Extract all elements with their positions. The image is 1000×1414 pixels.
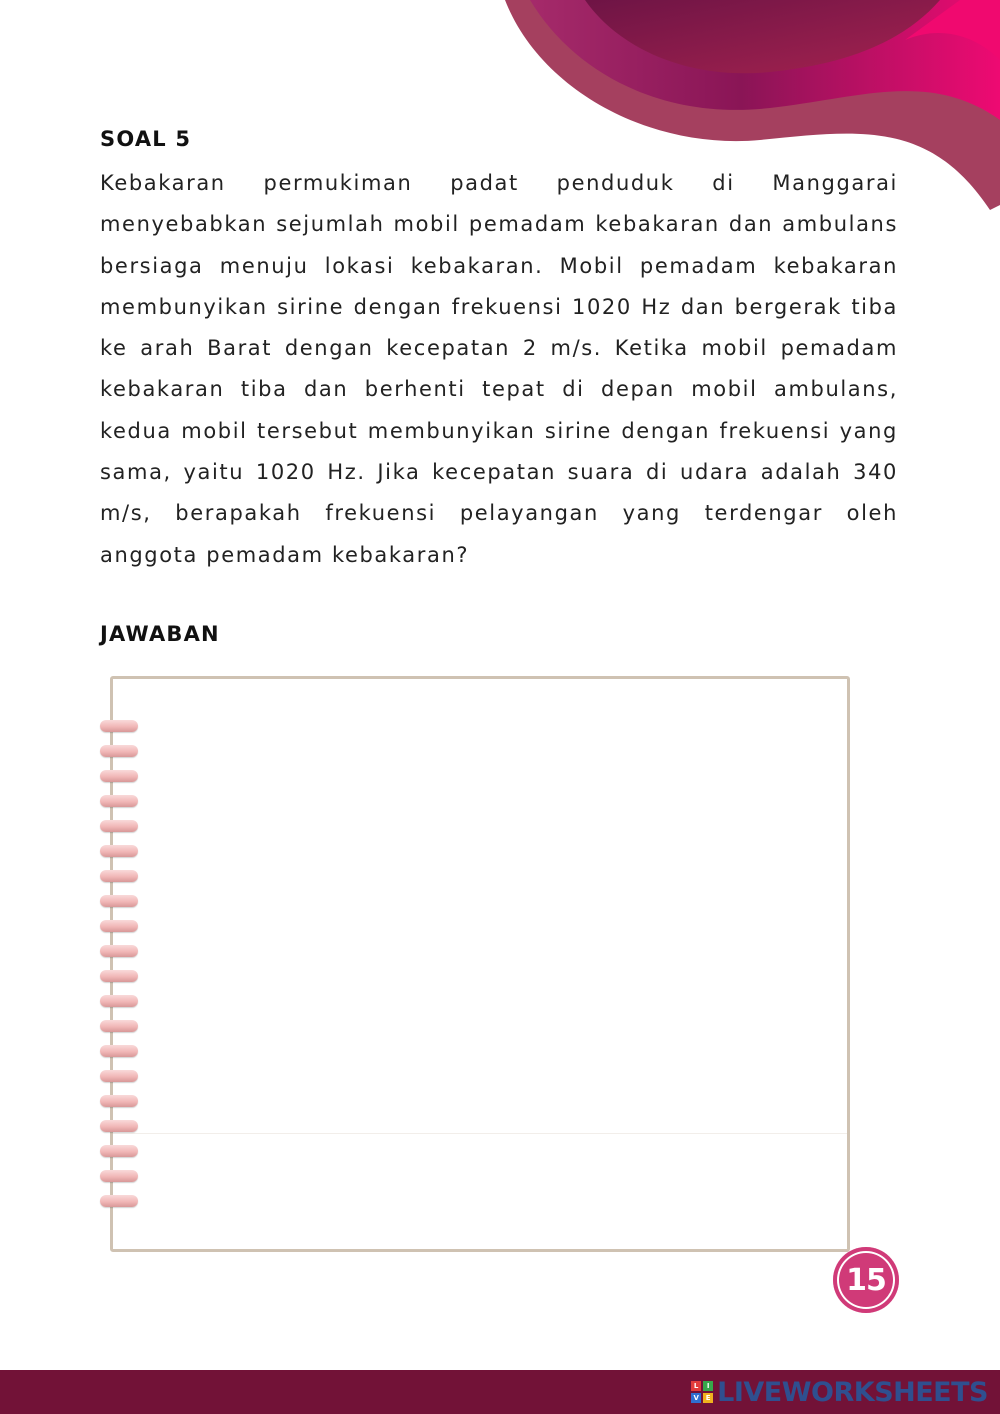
spiral-ring (100, 1145, 138, 1157)
spiral-ring (100, 1095, 138, 1107)
logo-letter: V (691, 1393, 701, 1403)
spiral-ring (100, 1070, 138, 1082)
spiral-ring (100, 845, 138, 857)
liveworksheets-brand[interactable] (691, 1376, 988, 1408)
logo-letter: I (703, 1381, 713, 1391)
spiral-ring (100, 1195, 138, 1207)
spiral-ring (100, 820, 138, 832)
spiral-ring (100, 1020, 138, 1032)
logo-letter: L (691, 1381, 701, 1391)
spiral-ring (100, 920, 138, 932)
spiral-ring (100, 870, 138, 882)
spiral-ring (100, 1120, 138, 1132)
question-title: SOAL 5 (100, 127, 192, 151)
spiral-ring (100, 745, 138, 757)
spiral-ring (100, 795, 138, 807)
page-number: 15 (846, 1262, 886, 1298)
spiral-ring (100, 995, 138, 1007)
question-text: Kebakaran permukiman padat penduduk di Manggarai menyebabkan sejumlah mobil pemadam kebakaran dan ambulans bersiaga menuju lokasi kebakaran. Mobil pemadam kebakaran membunyikan sirine dengan frekuensi 1020 Hz dan bergerak tiba ke arah Barat dengan kecepatan 2 m/s. Ketika mobil pemadam kebakaran tiba dan berhenti tepat di depan mobil ambulans, kedua mobil tersebut membunyikan sirine dengan frekuensi yang sama, yaitu 1020 Hz. Jika kecepatan suara di udara adalah 340 m/s, berapakah frekuensi pelayangan yang terdengar oleh anggota pemadam kebakaran? (100, 171, 898, 567)
spiral-ring (100, 770, 138, 782)
page-number-badge (833, 1247, 899, 1313)
spiral-ring (100, 945, 138, 957)
liveworksheets-logo-icon (691, 1381, 713, 1403)
logo-letter: E (703, 1393, 713, 1403)
answer-title: JAWABAN (100, 622, 220, 646)
notepad-spiral-binding (100, 716, 140, 1216)
spiral-ring (100, 1045, 138, 1057)
answer-box[interactable] (110, 676, 850, 1252)
spiral-ring (100, 895, 138, 907)
spiral-ring (100, 720, 138, 732)
spiral-ring (100, 970, 138, 982)
brand-name: LIVEWORKSHEETS (717, 1376, 988, 1408)
notepad-rule-line (113, 1133, 847, 1134)
footer-bar (0, 1370, 1000, 1414)
spiral-ring (100, 1170, 138, 1182)
